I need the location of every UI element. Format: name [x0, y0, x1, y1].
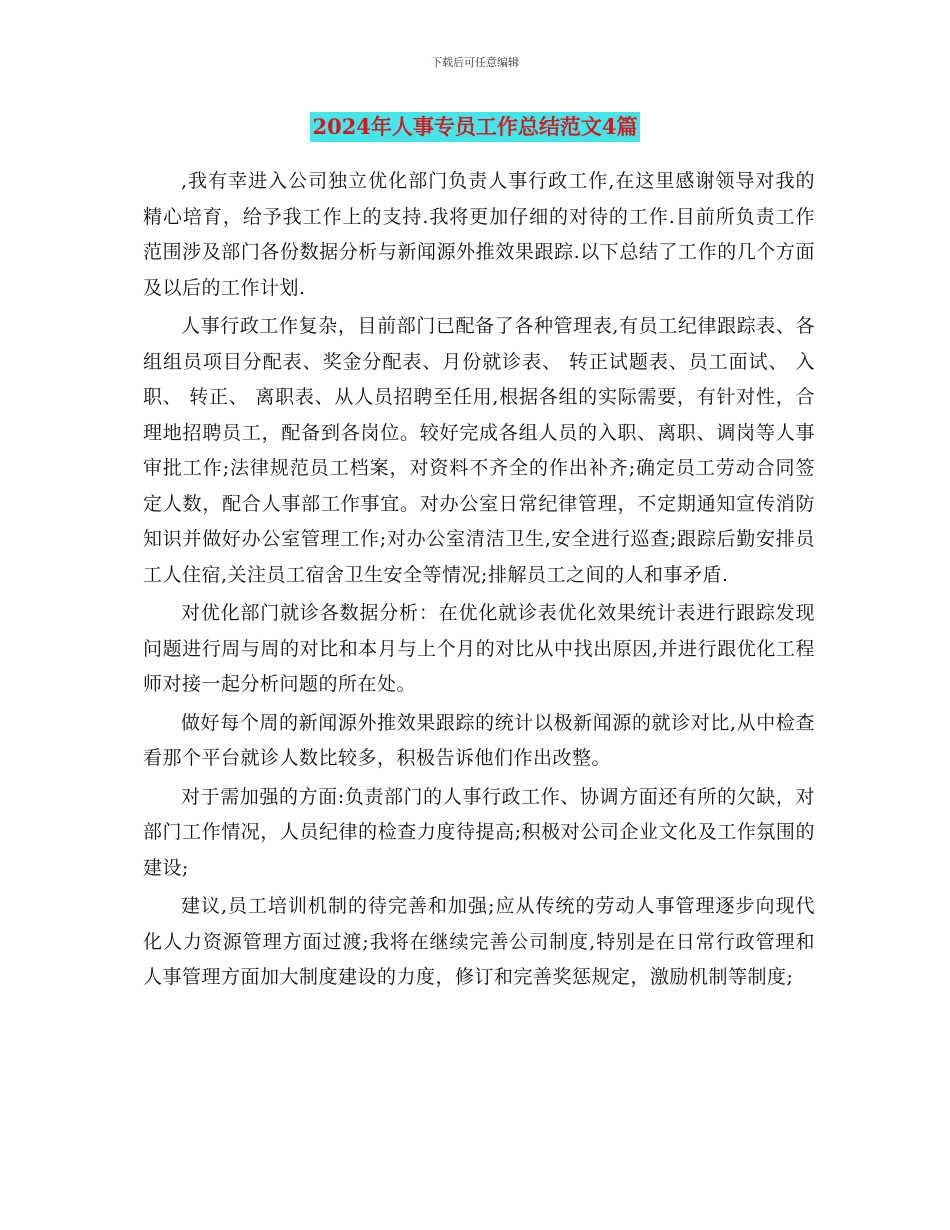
document-body [143, 164, 815, 999]
paragraph-3: 对优化部门就诊各数据分析：在优化就诊表优化效果统计表进行跟踪发现问题进行周与周的对比和本月与上个月的对比从中找出原因,并进行跟优化工程师对接一起分析问题的所在处。 [143, 602, 815, 695]
paragraph-6: 建议,员工培训机制的待完善和加强;应从传统的劳动人事管理逐步向现代化人力资源管理方面过渡;我将在继续完善公司制度,特别是在日常行政管理和人事管理方面加大制度建设的力度，修订和完善奖惩规定，激励机制等制度; [143, 895, 815, 988]
paragraph-1: ,我有幸进入公司独立优化部门负责人事行政工作,在这里感谢领导对我的精心培育，给予我工作上的支持.我将更加仔细的对待的工作.目前所负责工作范围涉及部门各份数据分析与新闻源外推效果跟踪.以下总结了工作的几个方面及以后的工作计划. [143, 170, 815, 299]
paragraph-2: 人事行政工作复杂，目前部门已配备了各种管理表,有员工纪律跟踪表、各组组员项目分配表、奖金分配表、月份就诊表、 转正试题表、员工面试、 入职、 转正、 离职表、从人员招聘至任用,根据各组的实际需要，有针对性，合理地招聘员工，配备到各岗位。较好完成各组人员的入职、离职、调岗等人事审批工作;法律规范员工档案，对资料不齐全的作出补齐;确定员工劳动合同签定人数，配合人事部工作事宜。对办公室日常纪律管理，不定期通知宣传消防知识并做好办公室管理工作;对办公室清洁卫生,安全进行巡查;跟踪后勤安排员工人住宿,关注员工宿舍卫生安全等情况;排解员工之间的人和事矛盾. [143, 315, 815, 586]
document-title: 2024年人事专员工作总结范文4篇 [310, 112, 639, 142]
paragraph-5: 对于需加强的方面:负责部门的人事行政工作、协调方面还有所的欠缺，对部门工作情况，人员纪律的检查力度待提高;积极对公司企业文化及工作氛围的建设; [143, 785, 815, 879]
title-wrap [0, 112, 950, 142]
header-note: 下载后可任意编辑 [431, 56, 519, 69]
paragraph-4: 做好每个周的新闻源外推效果跟踪的统计以极新闻源的就诊对比,从中检查看那个平台就诊人数比较多，积极告诉他们作出改整。 [143, 711, 815, 769]
